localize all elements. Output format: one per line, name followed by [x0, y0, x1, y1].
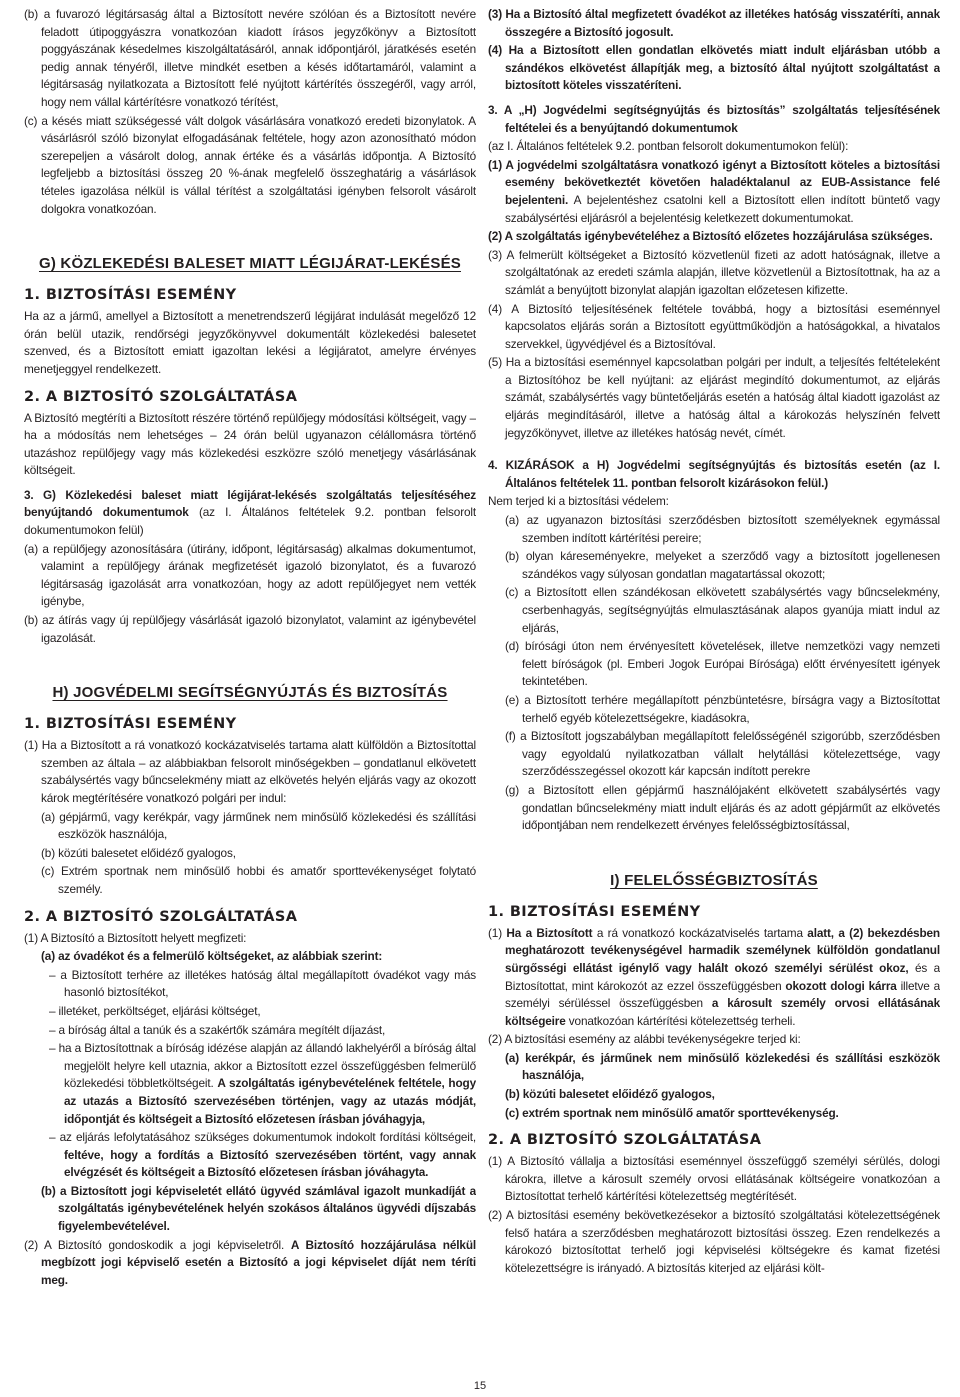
- section-h-heading: H) JOGVÉDELMI SEGÍTSÉGNYÚJTÁS ÉS BIZTOSÍTÁS: [52, 684, 448, 702]
- h-exclusion-a: (a) az ugyanazon biztosítási szerződésben biztosított személyeknek egymással szemben indított kártérítési pereire;: [505, 513, 940, 545]
- i-activity-b: (b) közúti balesetet előidéző gyalogos,: [505, 1087, 715, 1102]
- h-conditions-2: (2) A szolgáltatás igénybevételéhez a Biztosító előzetes hozzájárulása szükséges.: [488, 229, 933, 244]
- i-insurance-event-1: (1) Ha a Biztosított a rá vonatkozó kockázatviselés tartama alatt, a (2) bekezdésben meghatározott tevékenységével harmadik személynek külföldön gondatlanul sürgősségi ellátást igénylő vagy halált okozó személyi sérülést okoz, és a Biztosítottat, mint károkozót az ezzel összefüggésben okozott dologi kárra illetve a személyi sérüléssel összefüggésben a károsult személy orvosi ellátásának költségeire vonatkozóan kártérítési kötelezettség terheli.: [488, 925, 940, 1028]
- h-service-dash-2: – illetéket, perköltséget, eljárási költséget,: [49, 1003, 261, 1018]
- h-conditions-3: (3) A felmerült költségeket a Biztosító közvetlenül fizeti az adott hatóságnak, illetve a szolgáltatónak az eredeti számla alapján, illetve közvetlenül a Biztosítottnak, ha az a számlát a benyújtott bizonylat alapján igazoltan előzetesen kifizette.: [488, 247, 940, 297]
- g-documents-heading: 3. G) Közlekedési baleset miatt légijárat-lekésés szolgáltatás teljesítéséhez benyújtandó dokumentumok (az I. Általános feltételek 9.2. pontban felsorolt dokumentumokon felül): [24, 487, 476, 538]
- h-insurance-event-text: (1) Ha a Biztosított a rá vonatkozó kockázatviselés tartama alatt külföldön a Biztosítottal szemben az általa – az alábbiakban felsorolt minőségekben – gondatlanul elkövetett szabálysértés vagy bűncselekmény miatt az elkövetés helyén eljárás vagy az okozott károk megtérítésére vonatkozó polgári per indul:: [24, 738, 476, 805]
- claim-document-c: (c) a késés miatt szükségessé vált dolgok vásárlására vonatkozó eredeti bizonylatok. A vásárlásról szóló bizonylat elfogadásának feltétele, hogy azon azonosítható módon szerepeljen a vásárolt dolog, annak értéke és a vásárlás időpontja. A Biztosító legfeljebb a biztosítási összeg 20 %-ának megfelelő összeghatárig a vásárlások tételes igazolása nélkül is vállal térítést a szolgáltatási igényben felsorolt vásárolt dolgokra vonatkozóan.: [24, 113, 476, 216]
- h-service-b: (b) a Biztosított jogi képviseletét ellátó ügyvéd számlával igazolt munkadíját a szolgáltatás igénybevételének helyén szokásos általános ügyvédi díjszabás figyelembevételével.: [41, 1183, 476, 1234]
- h-exclusion-f: (f) a Biztosított jogszabályban megállapított felelősségénél szigorúbb, szerződésben vagy egyoldalú nyilatkozatban vállalt helytállási kötelezettsége, vagy szerződésszegéssel okozott kár kapcsán indított perekre: [505, 729, 940, 779]
- h-exclusions-intro: Nem terjed ki a biztosítási védelem:: [488, 494, 669, 509]
- h-exclusion-e: (e) a Biztosított terhére megállapított pénzbüntetésre, bírságra vagy a Biztosítottat terhelő egyéb kötelezettségekre, kiadásokra,: [505, 692, 940, 725]
- page-number: 15: [473, 1380, 487, 1392]
- section-g-heading: G) KÖZLEKEDÉSI BALESET MIATT LÉGIJÁRAT-LEKÉSÉS: [38, 255, 461, 273]
- g-service-heading: 2. A BIZTOSÍTÓ SZOLGÁLTATÁSA: [24, 388, 298, 405]
- i-insurance-event-heading: 1. BIZTOSÍTÁSI ESEMÉNY: [488, 903, 701, 920]
- h-conditions-5: (5) Ha a biztosítási eseménnyel kapcsolatban polgári per indult, a teljesítés feltételeként a Biztosítóhoz be kell nyújtani: az eljárást megindító dokumentumot, az eljárás számát, szabálysértés vagy büntetőeljárás esetén a hatóság által kiadott igazolást az eljárás megindításáról, illetve a hatóság által a károkozás helyszínén felvett jegyzőkönyvet, illetve az illetékes hatóság nevét, címét.: [488, 355, 940, 440]
- g-insurance-event-text: Ha az a jármű, amellyel a Biztosított a menetrendszerű légijárat indulását megelőző 12 órán belül utazik, rendőrségi jegyzőkönyvvel dokumentált közlekedési balesetet szenved, és a Biztosított emiatt igazoltan lekési a légijáratot, amelyre érvényes menetjeggyel rendelkezett.: [24, 309, 476, 376]
- h-conditions-subheading: (az I. Általános feltételek 9.2. pontban felsorolt dokumentumokon felül):: [488, 139, 849, 154]
- h-exclusion-g: (g) a Biztosított ellen gépjármű használójaként elkövetett szabálysértés vagy gondatlan bűncselekmény miatt indult eljárás és az adott gépjárműt az elkövetés időpontjában nem rendelkezett érvényes felelősségbiztosítással,: [505, 782, 940, 833]
- i-insurance-event-2: (2) A biztosítási esemény az alábbi tevékenységekre terjed ki:: [488, 1032, 801, 1047]
- i-activity-c: (c) extrém sportnak nem minősülő amatőr sporttevékenység.: [505, 1105, 839, 1120]
- h-event-b: (b) közúti balesetet előidéző gyalogos,: [41, 845, 236, 860]
- g-documents-b: (b) az átírás vagy új repülőjegy vásárlását igazoló bizonylatot, valamint az igénybevétel igazolását.: [24, 613, 476, 645]
- h-event-c: (c) Extrém sportnak nem minősülő hobbi és amatőr sporttevékenységet folytató személy.: [41, 864, 476, 896]
- h-service-4: (4) Ha a Biztosított ellen gondatlan elkövetés miatt indult eljárásban utóbb a szándékos elkövetést állapítják meg, a biztosító által nyújtott szolgáltatást a biztosított köteles visszatéríteni.: [488, 43, 940, 93]
- document-page: [24, 6, 940, 1376]
- h-service-dash-5: – az eljárás lefolytatásához szükséges dokumentumok indokolt fordítási költségeit, feltéve, hogy a fordítás a Biztosító szervezésében történt, vagy annak elvégzését és költségeit a Biztosító előzetesen írásban jóváhagyta.: [49, 1130, 476, 1180]
- h-exclusions-heading: 4. KIZÁRÁSOK a H) Jogvédelmi segítségnyújtás és biztosítás esetén (az I. Általános feltételek 11. pontban felsorolt kizárásokon felül.): [488, 458, 940, 490]
- section-i-heading: I) FELELŐSSÉGBIZTOSÍTÁS: [610, 871, 818, 889]
- h-service-intro: (1) A Biztosító a Biztosított helyett megfizeti:: [24, 930, 247, 945]
- left-column: [24, 6, 476, 1376]
- i-service-2: (2) A biztosítási esemény bekövetkezésekor a biztosító szolgáltatási kötelezettségének felső határa a szerződésben meghatározott biztosítási összeg. Ezen rendelkezés a károkozó biztosítottat terhelő jogi képviselési költségekre és kamat fizetési kötelezettségre is irányadó. A biztosítás kiterjed az eljárási költ-: [488, 1208, 940, 1275]
- h-exclusion-b: (b) olyan káreseményekre, melyeket a szerződő vagy a biztosított jogellenesen szándékos vagy súlyosan gondatlan magatartással okozott;: [505, 549, 940, 581]
- h-exclusion-c: (c) a Biztosított ellen szándékosan elkövetett szabálysértés vagy bűncselekmény, cserbenhagyás, segítségnyújtás elmulasztásának alapos gyanúja miatt indul az eljárás,: [505, 585, 940, 635]
- h-service-3: (3) Ha a Biztosító által megfizetett óvadékot az illetékes hatóság visszatéríti, annak összegére a Biztosító jogosult.: [488, 7, 940, 39]
- h-service-heading: 2. A BIZTOSÍTÓ SZOLGÁLTATÁSA: [24, 908, 298, 925]
- g-service-text: A Biztosító megtéríti a Biztosított részére történő repülőjegy módosítási költségeit, vagy – ha a módosítás nem lehetséges – 24 órán belül ugyanazon célállomásra történő utazáshoz repülőjegy vagy más közlekedési eszközre szóló menetjegy vásárlásának költségeit.: [24, 410, 476, 478]
- h-service-a: (a) az óvadékot és a felmerülő költségeket, az alábbiak szerint:: [41, 949, 383, 964]
- g-insurance-event-heading: 1. BIZTOSÍTÁSI ESEMÉNY: [24, 287, 237, 304]
- right-column: [488, 6, 940, 1376]
- h-service-dash-1: – a Biztosított terhére az illetékes hatóság által megállapított óvadékot vagy más hasonló biztosítékot,: [49, 967, 476, 1000]
- h-service-dash-3: – a bíróság által a tanúk és a szakértők számára megítélt díjazást,: [49, 1022, 386, 1037]
- h-service-2: (2) A Biztosító gondoskodik a jogi képviseletről. A Biztosító hozzájárulása nélkül megbízott jogi képviselő esetén a Biztosító a jogi képviselet díját nem téríti meg.: [24, 1237, 476, 1287]
- g-documents-a: (a) a repülőjegy azonosítására (útirány, időpont, légitársaság) alkalmas dokumentumot, valamint a repülőjegy árának megfizetését igazoló bizonylatot, és a fuvarozó légitársaság igazolását arra vonatkozóan, hogy az adott repülőjegyet nem vették igénybe,: [24, 541, 476, 609]
- claim-document-b: (b) a fuvarozó légitársaság által a Biztosított nevére szólóan és a Biztosított nevére feladott útipoggyászra vonatkozóan kiadott írásos jegyzőkönyv a Biztosított poggyászának késedelmes kiszolgáltatásáról, annak időpontjáról, járatkésés esetén pedig annak tényéről, illetve mindkét esetben a késés időtartamáról, valamint a légitársaság nyilatkozata a Biztosított felé nyújtott kártérítés összegéről, vagy arról, hogy nem vállal kártérítésre vonatkozó térítést,: [24, 7, 476, 109]
- h-insurance-event-heading: 1. BIZTOSÍTÁSI ESEMÉNY: [24, 716, 237, 733]
- h-conditions-1: (1) A jogvédelmi szolgáltatásra vonatkozó igényt a Biztosított köteles a biztosítási esemény bekövetkeztét követően haladéktalanul az EUB-Assistance felé bejelenteni. A bejelentéshez csatolni kell a Biztosított ellen indított büntető vagy szabálysértési eljárásról a bejelentésig keletkezett dokumentumokat.: [488, 157, 940, 225]
- h-conditions-heading: 3. A „H) Jogvédelmi segítségnyújtás és biztosítás” szolgáltatás teljesítésének feltételei és a benyújtandó dokumentumok: [488, 102, 940, 135]
- i-service-1: (1) A Biztosító vállalja a biztosítási eseménnyel összefüggő személyi sérülés, dologi károkra, illetve a károsult személy orvosi ellátásának költségeire vonatkozóan a Biztosítottat terhelő kártérítési kötelezettség megtérítését.: [488, 1154, 940, 1204]
- i-service-heading: 2. A BIZTOSÍTÓ SZOLGÁLTATÁSA: [488, 1132, 762, 1149]
- h-exclusion-d: (d) bírósági úton nem érvényesített követelések, illetve nemzetközi vagy nemzeti felett bíróságok (pl. Emberi Jogok Európai Bírósága) előtt érvényesített igények tekintetében.: [505, 639, 940, 689]
- h-event-a: (a) gépjármű, vagy kerékpár, vagy járműnek nem minősülő közlekedési és szállítási eszközök használója,: [41, 809, 476, 842]
- h-conditions-4: (4) A Biztosító teljesítésének feltétele továbbá, hogy a biztosítási eseménnyel kapcsolatos eljárás során a Biztosított együttműködjön a hatóságokkal, a hivatalos szervekkel, ügyvédjével és a Biztosítóval.: [488, 301, 940, 351]
- i-activity-a: (a) kerékpár, és járműnek nem minősülő közlekedési és szállítási eszközök használója,: [505, 1050, 940, 1083]
- h-service-dash-4: – ha a Biztosítottnak a bíróság idézése alapján az állandó lakhelyéről a bíróság által megjelölt helyre kell utaznia, akkor a Biztosított ezzel összefüggésben felmerülő közlekedési többletköltségeit. A szolgáltatás igénybevételének feltétele, hogy az utazás a Biztosító szervezésében történjen, vagy az utazás módját, időpontját és költségeit a Biztosító előzetesen írásban jóváhagyja,: [49, 1041, 476, 1126]
